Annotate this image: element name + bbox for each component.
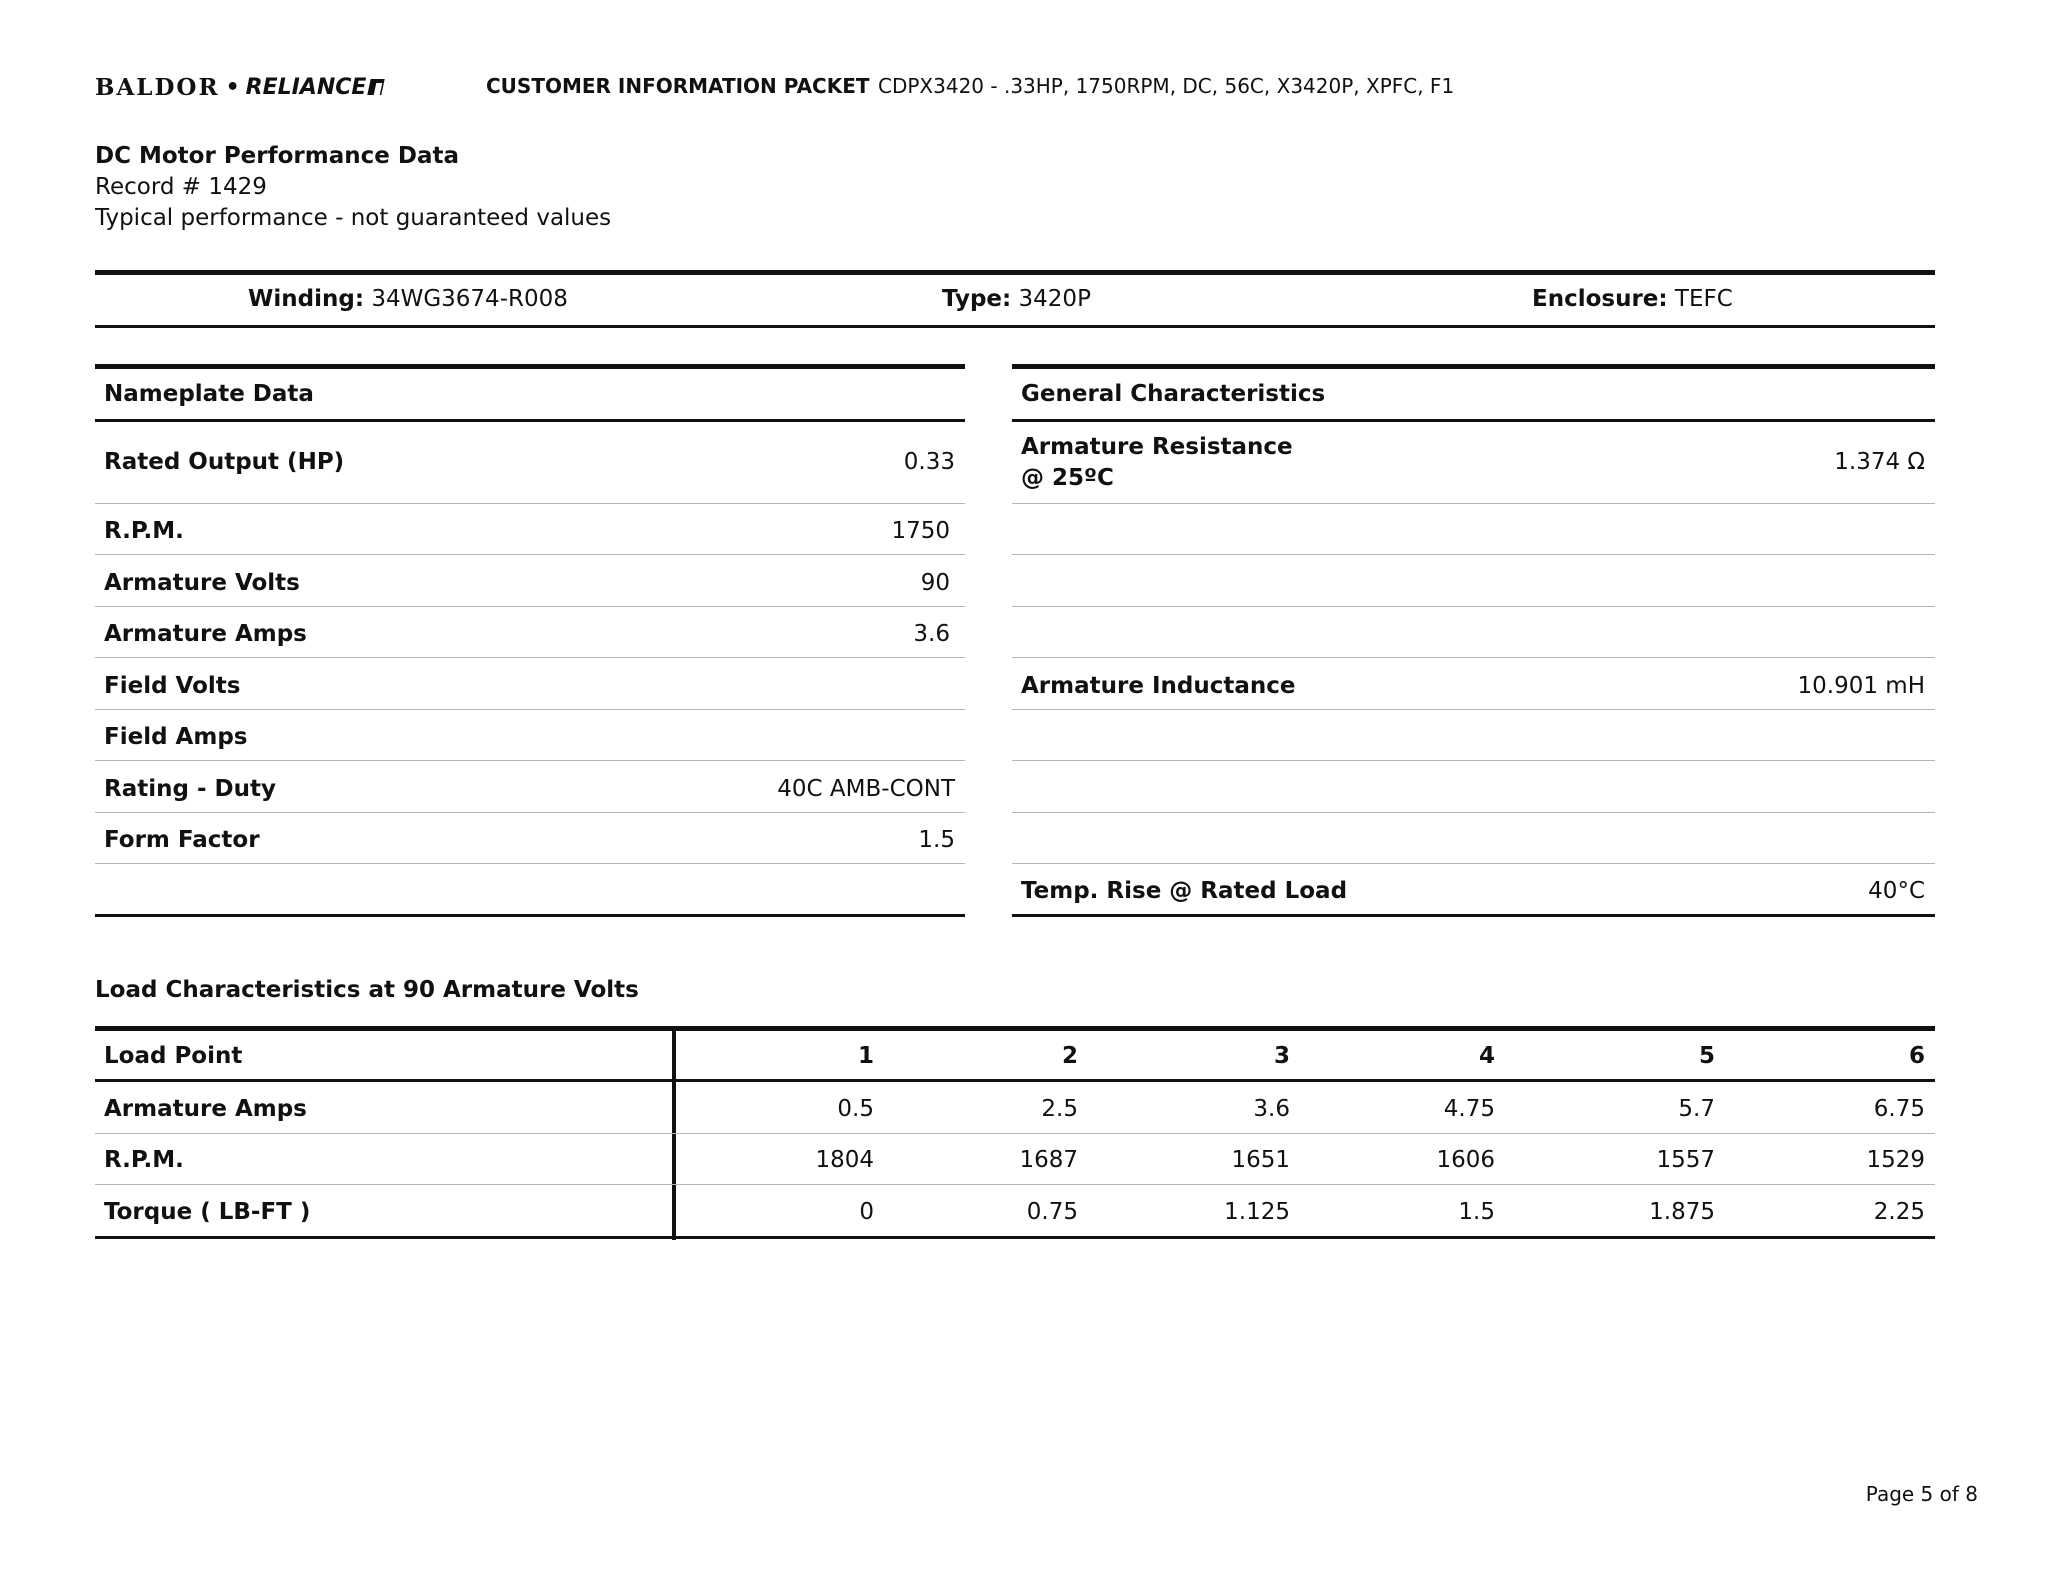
general-top-rule	[1012, 364, 1935, 369]
brand-logo	[95, 72, 385, 102]
armature-resistance-value: 1.374 Ω	[1834, 449, 1925, 475]
nameplate-label: Field Volts	[104, 673, 241, 699]
nameplate-label: R.P.M.	[104, 518, 184, 544]
load-cell: 0.5	[837, 1096, 874, 1122]
nameplate-label: Rating - Duty	[104, 776, 276, 802]
winding-label: Winding:	[248, 286, 365, 312]
row-divider	[95, 1184, 1935, 1185]
nameplate-label: Armature Volts	[104, 570, 300, 596]
record-number: Record # 1429	[95, 174, 267, 200]
load-point-header: Load Point	[104, 1043, 243, 1069]
load-cell: 0	[859, 1199, 874, 1225]
nameplate-top-rule	[95, 364, 965, 369]
load-row-label: Torque ( LB-FT )	[104, 1199, 311, 1225]
row-divider	[95, 657, 965, 658]
armature-inductance-label: Armature Inductance	[1021, 673, 1296, 699]
general-title: General Characteristics	[1021, 381, 1326, 407]
row-divider	[1012, 657, 1935, 658]
load-cell: 1606	[1436, 1147, 1495, 1173]
temp-rise-label: Temp. Rise @ Rated Load	[1021, 878, 1348, 904]
load-point-number: 4	[1478, 1043, 1495, 1069]
row-divider	[1012, 606, 1935, 607]
nameplate-value: 90	[920, 570, 950, 596]
load-cell: 1804	[815, 1147, 874, 1173]
winding-value: 34WG3674-R008	[371, 286, 568, 312]
logo-baldor-text: BALDOR	[95, 73, 220, 101]
load-cell: 0.75	[1026, 1199, 1078, 1225]
armature-inductance-value: 10.901 mH	[1797, 673, 1925, 699]
load-cell: 1.875	[1649, 1199, 1715, 1225]
load-row-label: R.P.M.	[104, 1147, 184, 1173]
nameplate-header-rule	[95, 419, 965, 422]
row-divider	[1012, 812, 1935, 813]
summary-bottom-rule	[95, 325, 1935, 328]
row-divider	[95, 760, 965, 761]
nameplate-label: Armature Amps	[104, 621, 307, 647]
nameplate-label: Form Factor	[104, 827, 260, 853]
nameplate-value: 40C AMB-CONT	[777, 776, 955, 802]
page-number: Page 5 of 8	[1865, 1482, 1978, 1506]
nameplate-value: 1.5	[918, 827, 955, 853]
load-cell: 1.125	[1224, 1199, 1290, 1225]
temp-rise-value: 40°C	[1868, 878, 1925, 904]
load-point-number: 6	[1908, 1043, 1925, 1069]
load-cell: 3.6	[1253, 1096, 1290, 1122]
nameplate-title: Nameplate Data	[104, 381, 314, 407]
row-divider	[95, 554, 965, 555]
nameplate-value: 1750	[891, 518, 950, 544]
load-cell: 1529	[1866, 1147, 1925, 1173]
row-divider	[1012, 760, 1935, 761]
load-header-rule	[95, 1079, 1935, 1082]
nameplate-value: 3.6	[913, 621, 950, 647]
nameplate-label: Rated Output (HP)	[104, 449, 345, 475]
performance-note: Typical performance - not guaranteed values	[95, 205, 612, 231]
load-cell: 1557	[1656, 1147, 1715, 1173]
row-divider	[95, 863, 965, 864]
general-bottom-rule	[1012, 914, 1935, 917]
row-divider	[95, 812, 965, 813]
row-divider	[1012, 554, 1935, 555]
type-field	[942, 286, 1091, 312]
load-point-number: 3	[1273, 1043, 1290, 1069]
load-cell: 5.7	[1678, 1096, 1715, 1122]
packet-title: CUSTOMER INFORMATION PACKET	[486, 74, 870, 98]
summary-row	[95, 272, 1935, 324]
load-top-rule	[95, 1026, 1935, 1031]
armature-resistance-label: Armature Resistance	[1021, 434, 1293, 460]
logo-dot: •	[225, 74, 240, 100]
armature-resistance-temp: @ 25ºC	[1021, 465, 1114, 491]
load-cell: 6.75	[1873, 1096, 1925, 1122]
product-line: CDPX3420 - .33HP, 1750RPM, DC, 56C, X3420P, XPFC, F1	[878, 74, 1455, 98]
row-divider	[95, 709, 965, 710]
load-bottom-rule	[95, 1236, 1935, 1239]
load-point-number: 2	[1061, 1043, 1078, 1069]
nameplate-bottom-rule	[95, 914, 965, 917]
logo-mark-icon	[369, 79, 385, 95]
enclosure-field	[1532, 286, 1733, 312]
row-divider	[1012, 503, 1935, 504]
load-point-number: 5	[1698, 1043, 1715, 1069]
load-point-number: 1	[857, 1043, 874, 1069]
general-header-rule	[1012, 419, 1935, 422]
row-divider	[1012, 863, 1935, 864]
document-title: DC Motor Performance Data	[95, 143, 459, 169]
row-divider	[95, 1133, 1935, 1134]
enclosure-value: TEFC	[1674, 286, 1733, 312]
load-cell: 2.25	[1873, 1199, 1925, 1225]
load-cell: 1.5	[1458, 1199, 1495, 1225]
nameplate-label: Field Amps	[104, 724, 248, 750]
load-cell: 1687	[1019, 1147, 1078, 1173]
logo-reliance-text: RELIANCE	[245, 74, 367, 100]
row-divider	[95, 503, 965, 504]
enclosure-label: Enclosure:	[1532, 286, 1668, 312]
type-value: 3420P	[1018, 286, 1091, 312]
type-label: Type:	[942, 286, 1012, 312]
nameplate-value: 0.33	[903, 449, 955, 475]
load-cell: 1651	[1231, 1147, 1290, 1173]
load-cell: 4.75	[1443, 1096, 1495, 1122]
load-section-title: Load Characteristics at 90 Armature Volts	[95, 977, 639, 1003]
load-row-label: Armature Amps	[104, 1096, 307, 1122]
load-cell: 2.5	[1041, 1096, 1078, 1122]
winding-field	[248, 286, 568, 312]
row-divider	[1012, 709, 1935, 710]
row-divider	[95, 606, 965, 607]
